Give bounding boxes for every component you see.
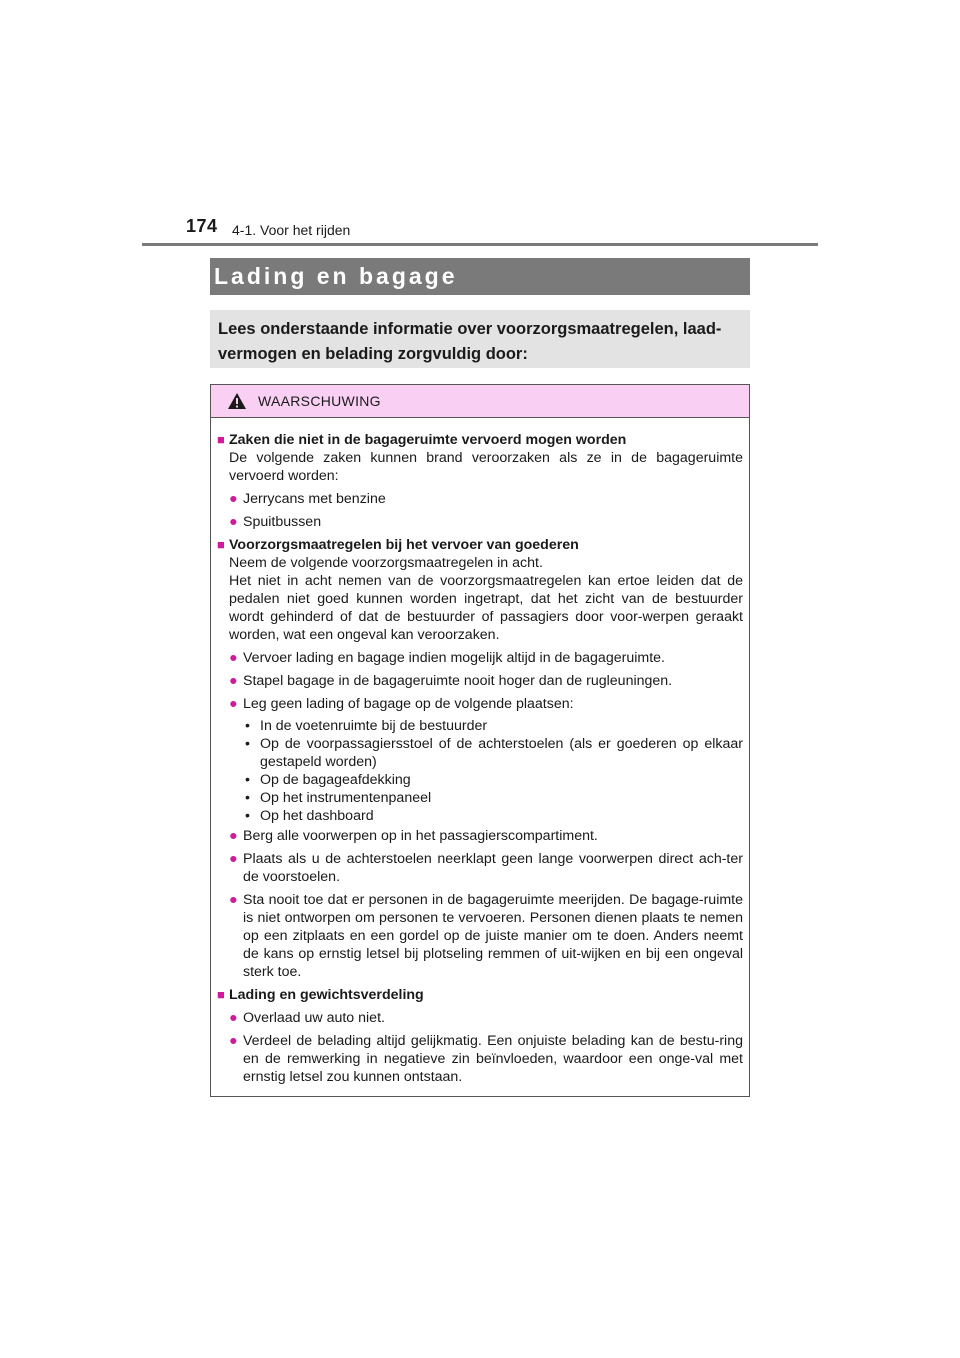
paragraph: Neem de volgende voorzorgsmaatregelen in acht. [229, 555, 543, 571]
circle-bullet-icon: ● [229, 650, 238, 666]
warning-triangle-icon [227, 392, 247, 410]
sub-list-item-text: Op het dashboard [260, 808, 374, 824]
section-path: 4-1. Voor het rijden [232, 222, 351, 238]
sub-list-item [245, 771, 743, 789]
list-item [229, 850, 743, 886]
intro-box [210, 310, 750, 368]
warning-body [211, 418, 749, 1086]
circle-bullet-icon: ● [229, 696, 238, 712]
page-title: Lading en bagage [214, 263, 458, 289]
warning-label: WAARSCHUWING [258, 393, 381, 409]
dot-bullet-icon: • [245, 736, 250, 752]
sub-list-item [245, 789, 743, 807]
dot-bullet-icon: • [245, 718, 250, 734]
list-item-text: Berg alle voorwerpen op in het passagierscompartiment. [243, 828, 598, 844]
sub-list-item-text: Op het instrumentenpaneel [260, 790, 432, 806]
paragraph: De volgende zaken kunnen brand veroorzaken als ze in de bagageruimte vervoerd worden: [229, 450, 743, 484]
sub-list-item-text: Op de voorpassagiersstoel of de achterstoelen (als er goederen op elkaar gestapeld worden) [260, 736, 743, 770]
section-heading-text: Voorzorgsmaatregelen bij het vervoer van goederen [229, 537, 579, 553]
sub-list [245, 717, 743, 825]
list-item [229, 1009, 743, 1027]
list-item-text: Verdeel de belading altijd gelijkmatig. Een onjuiste belading kan de bestu-ring en de remwerking in negatieve zin beïnvloeden, waardoor een onge-val met ernstig letsel zou kunnen ontstaan. [243, 1033, 743, 1085]
list-item-text: Stapel bagage in de bagageruimte nooit hoger dan de rugleuningen. [243, 673, 673, 689]
warning-box [210, 384, 750, 1097]
section-heading [217, 986, 743, 1004]
list-item-text: Plaats als u de achterstoelen neerklapt geen lange voorwerpen direct ach-ter de voorstoelen. [243, 851, 743, 885]
dot-bullet-icon: • [245, 808, 250, 824]
section-heading-text: Lading en gewichtsverdeling [229, 987, 424, 1003]
circle-bullet-icon: ● [229, 851, 238, 867]
warning-header [211, 385, 749, 418]
section-heading-text: Zaken die niet in de bagageruimte vervoerd mogen worden [229, 432, 627, 448]
list-item-text: Overlaad uw auto niet. [243, 1010, 385, 1026]
square-bullet-icon: ■ [217, 987, 225, 1002]
paragraph: Het niet in acht nemen van de voorzorgsmaatregelen kan ertoe leiden dat de pedalen niet goed kunnen worden ingetrapt, dat het zicht van de bestuurder wordt gehinderd of dat de bestuurder of passagiers door voor-werpen geraakt worden, wat een ongeval kan veroorzaken. [229, 573, 743, 643]
circle-bullet-icon: ● [229, 892, 238, 908]
title-bar [210, 258, 750, 295]
list-item [229, 827, 743, 845]
sub-list-item [245, 717, 743, 735]
circle-bullet-icon: ● [229, 514, 238, 530]
list-item [229, 695, 743, 713]
circle-bullet-icon: ● [229, 1033, 238, 1049]
circle-bullet-icon: ● [229, 828, 238, 844]
list-item [229, 891, 743, 981]
page-number: 174 [186, 216, 218, 236]
list-item [229, 490, 743, 508]
list-item-text: Leg geen lading of bagage op de volgende plaatsen: [243, 696, 574, 712]
header-rule [142, 243, 818, 246]
circle-bullet-icon: ● [229, 491, 238, 507]
sub-list-item [245, 807, 743, 825]
sub-list-item [245, 735, 743, 771]
intro-text: Lees onderstaande informatie over voorzorgsmaatregelen, laad-vermogen en belading zorgvuldig door: [218, 320, 722, 363]
sub-list-item-text: In de voetenruimte bij de bestuurder [260, 718, 488, 734]
circle-bullet-icon: ● [229, 673, 238, 689]
list-item-text: Vervoer lading en bagage indien mogelijk altijd in de bagageruimte. [243, 650, 665, 666]
sub-list-item-text: Op de bagageafdekking [260, 772, 411, 788]
square-bullet-icon: ■ [217, 537, 225, 552]
circle-bullet-icon: ● [229, 1010, 238, 1026]
list-item-text: Sta nooit toe dat er personen in de bagageruimte meerijden. De bagage-ruimte is niet ontworpen om personen te vervoeren. Personen dienen plaats te nemen op een zitplaats en een gordel op de juiste manier om te doen. Anders neemt de kans op ernstig letsel bij plotseling remmen of uit-wijken en bij een ongeval sterk toe. [243, 892, 743, 980]
list-item [229, 1032, 743, 1086]
square-bullet-icon: ■ [217, 432, 225, 447]
section-heading [217, 536, 743, 554]
section-heading [217, 431, 743, 449]
dot-bullet-icon: • [245, 790, 250, 806]
list-item [229, 672, 743, 690]
list-item-text: Jerrycans met benzine [243, 491, 386, 507]
list-item-text: Spuitbussen [243, 514, 322, 530]
dot-bullet-icon: • [245, 772, 250, 788]
list-item [229, 649, 743, 667]
list-item [229, 513, 743, 531]
